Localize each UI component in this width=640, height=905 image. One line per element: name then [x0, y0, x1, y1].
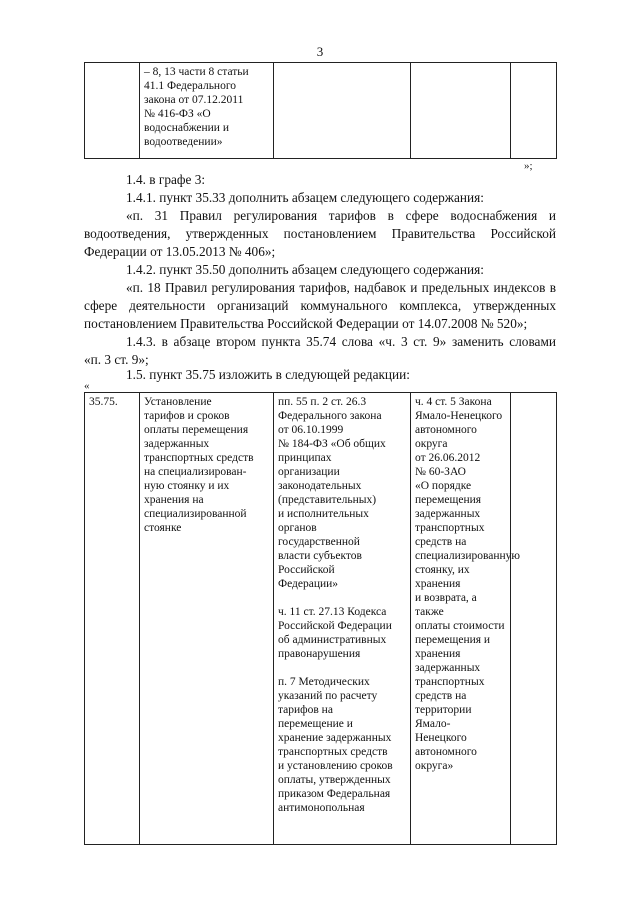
- table-cell-name: – 8, 13 части 8 статьи 41.1 Федерального закона от 07.12.2011 № 416-ФЗ «О водоснабжении и водоотведении»: [140, 63, 274, 159]
- table-row: [85, 393, 557, 845]
- table-cell-regional: [411, 63, 511, 159]
- table-cell-last: [511, 63, 557, 159]
- quote-2-line-3: постановлением Правительства Российской Федерации от 14.07.2008 № 520»;: [84, 316, 528, 331]
- quote-1-line-3: Федерации от 13.05.2013 № 406»;: [84, 244, 276, 259]
- table-cell-regional: ч. 4 ст. 5 Закона Ямало-Ненецкого автономного округа от 26.06.2012 № 60-ЗАО «О порядке перемещения задержанных транспортных средств на специализированную стоянку, их хранения и возврата, а также оплаты стоимости перемещения и хранения задержанных транспортных средств на территории Ямало- Ненецкого автономного округа»: [411, 393, 511, 845]
- table-cell-federal: [274, 63, 411, 159]
- paragraph-1-4-1: 1.4.1. пункт 35.33 дополнить абзацем следующего содержания:: [126, 190, 484, 205]
- table-cell-number: 35.75.: [85, 393, 140, 845]
- main-table: [84, 392, 557, 845]
- quote-2-line-2: сфере деятельности организаций коммунального комплекса, утвержденных: [84, 298, 556, 313]
- top-table-fragment: [84, 62, 557, 159]
- table-cell-last: [511, 393, 557, 845]
- table-cell-name: Установление тарифов и сроков оплаты перемещения задержанных транспортных средств на специализирован- ную стоянку и их хранения на специализированной стоянке: [140, 393, 274, 845]
- table-cell-number: [85, 63, 140, 159]
- page-number: 3: [316, 44, 324, 59]
- quote-1-line-2: водоотведения, утвержденных постановлением Правительства Российской: [84, 226, 556, 241]
- paragraph-1-4: 1.4. в графе 3:: [126, 172, 206, 187]
- opening-quote-mark: «: [84, 380, 90, 392]
- paragraph-1-4-3-line-1: 1.4.3. в абзаце втором пункта 35.74 слова «ч. 3 ст. 9» заменить словами: [126, 334, 556, 349]
- quote-1-line-1: «п. 31 Правил регулирования тарифов в сфере водоснабжения и: [126, 208, 556, 223]
- table-row: [85, 63, 557, 159]
- closing-quote-mark: »;: [524, 160, 533, 172]
- paragraph-1-4-2: 1.4.2. пункт 35.50 дополнить абзацем следующего содержания:: [126, 262, 484, 277]
- table-cell-federal: пп. 55 п. 2 ст. 26.3 Федерального закона от 06.10.1999 № 184-ФЗ «Об общих принципах организации законодательных (представительных) и исполнительных органов государственной власти субъектов Российской Федерации» ч. 11 ст. 27.13 Кодекса Российской Федерации об административных правонарушения п. 7 Методических указаний по расчету тарифов на перемещение и хранение задержанных транспортных средств и установлению сроков оплаты, утвержденных приказом Федеральная антимонопольная: [274, 393, 411, 845]
- quote-2-line-1: «п. 18 Правил регулирования тарифов, надбавок и предельных индексов в: [126, 280, 556, 295]
- paragraph-1-5: 1.5. пункт 35.75 изложить в следующей редакции:: [126, 367, 410, 382]
- paragraph-1-4-3-line-2: «п. 3 ст. 9»;: [84, 352, 149, 367]
